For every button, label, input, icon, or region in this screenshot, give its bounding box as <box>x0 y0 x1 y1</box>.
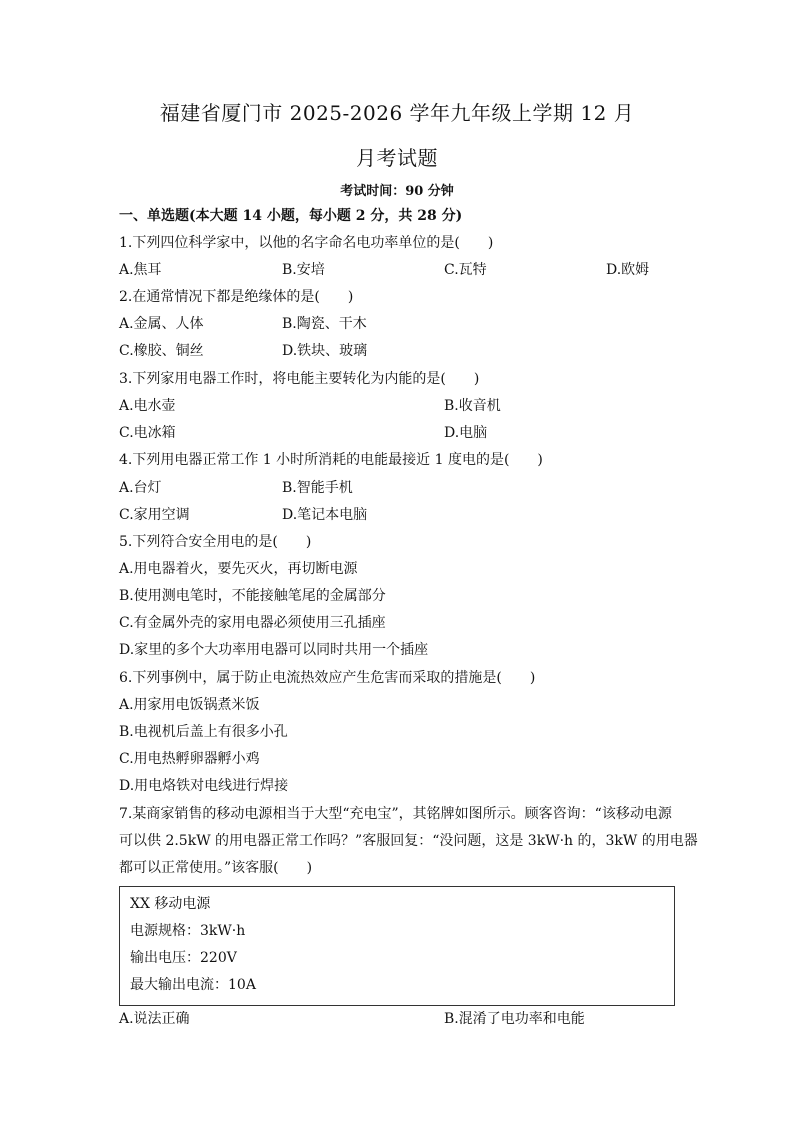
question-6-option-a: A.用家用电饭锅煮米饭 <box>119 697 260 713</box>
question-4-option-b: B.智能手机 <box>282 480 353 496</box>
question-7-stem-line3: 都可以正常使用。”该客服( ) <box>119 860 313 876</box>
question-7-stem-line2: 可以供 2.5kW 的用电器正常工作吗？”客服回复：“没问题，这是 3kW·h 的，3kW 的用电器 <box>119 833 698 849</box>
question-2-option-b: B.陶瓷、干木 <box>282 316 367 332</box>
question-7-stem-line1: 7.某商家销售的移动电源相当于大型“充电宝”，其铭牌如图所示。顾客咨询：“该移动电源 <box>119 806 672 822</box>
question-1-stem: 1.下列四位科学家中，以他的名字命名电功率单位的是( ) <box>119 235 494 251</box>
question-4-option-c: C.家用空调 <box>119 507 190 523</box>
question-5-stem: 5.下列符合安全用电的是( ) <box>119 534 312 550</box>
question-5-option-b: B.使用测电笔时，不能接触笔尾的金属部分 <box>119 588 386 604</box>
question-6-option-c: C.用电热孵卵器孵小鸡 <box>119 751 260 767</box>
exam-title-line1: 福建省厦门市 2025-2026 学年九年级上学期 12 月 <box>159 101 635 125</box>
question-6-option-b: B.电视机后盖上有很多小孔 <box>119 724 288 740</box>
question-3-option-d: D.电脑 <box>444 425 488 441</box>
question-4-option-a: A.台灯 <box>119 480 162 496</box>
exam-title-line2: 月考试题 <box>356 146 438 170</box>
question-7-option-b: B.混淆了电功率和电能 <box>444 1011 585 1027</box>
question-2-option-c: C.橡胶、铜丝 <box>119 343 204 359</box>
question-1-option-d: D.欧姆 <box>606 262 650 278</box>
question-7-option-a: A.说法正确 <box>119 1011 190 1027</box>
question-2-option-d: D.铁块、玻璃 <box>282 343 368 359</box>
question-1-option-c: C.瓦特 <box>444 262 487 278</box>
nameplate-voltage: 输出电压：220V <box>130 950 237 966</box>
question-2-option-a: A.金属、人体 <box>119 316 204 332</box>
nameplate-spec: 电源规格：3kW·h <box>130 923 246 939</box>
question-5-option-a: A.用电器着火，要先灭火，再切断电源 <box>119 561 358 577</box>
question-4-option-d: D.笔记本电脑 <box>282 507 368 523</box>
question-5-option-d: D.家里的多个大功率用电器可以同时共用一个插座 <box>119 642 429 658</box>
question-1-option-a: A.焦耳 <box>119 262 162 278</box>
question-2-stem: 2.在通常情况下都是绝缘体的是( ) <box>119 289 354 305</box>
question-3-stem: 3.下列家用电器工作时，将电能主要转化为内能的是( ) <box>119 371 480 387</box>
question-1-option-b: B.安培 <box>282 262 325 278</box>
question-3-option-b: B.收音机 <box>444 398 501 414</box>
nameplate-current: 最大输出电流：10A <box>130 977 256 993</box>
question-4-stem: 4.下列用电器正常工作 1 小时所消耗的电能最接近 1 度电的是( ) <box>119 452 543 468</box>
nameplate-title: XX 移动电源 <box>130 896 211 912</box>
exam-time: 考试时间：90 分钟 <box>340 184 454 199</box>
question-3-option-a: A.电水壶 <box>119 398 176 414</box>
question-6-option-d: D.用电烙铁对电线进行焊接 <box>119 778 289 794</box>
question-3-option-c: C.电冰箱 <box>119 425 176 441</box>
question-5-option-c: C.有金属外壳的家用电器必须使用三孔插座 <box>119 615 386 631</box>
question-6-stem: 6.下列事例中，属于防止电流热效应产生危害而采取的措施是( ) <box>119 670 536 686</box>
nameplate-box <box>119 886 675 1006</box>
section-heading: 一、单选题(本大题 14 小题，每小题 2 分，共 28 分) <box>119 208 463 224</box>
